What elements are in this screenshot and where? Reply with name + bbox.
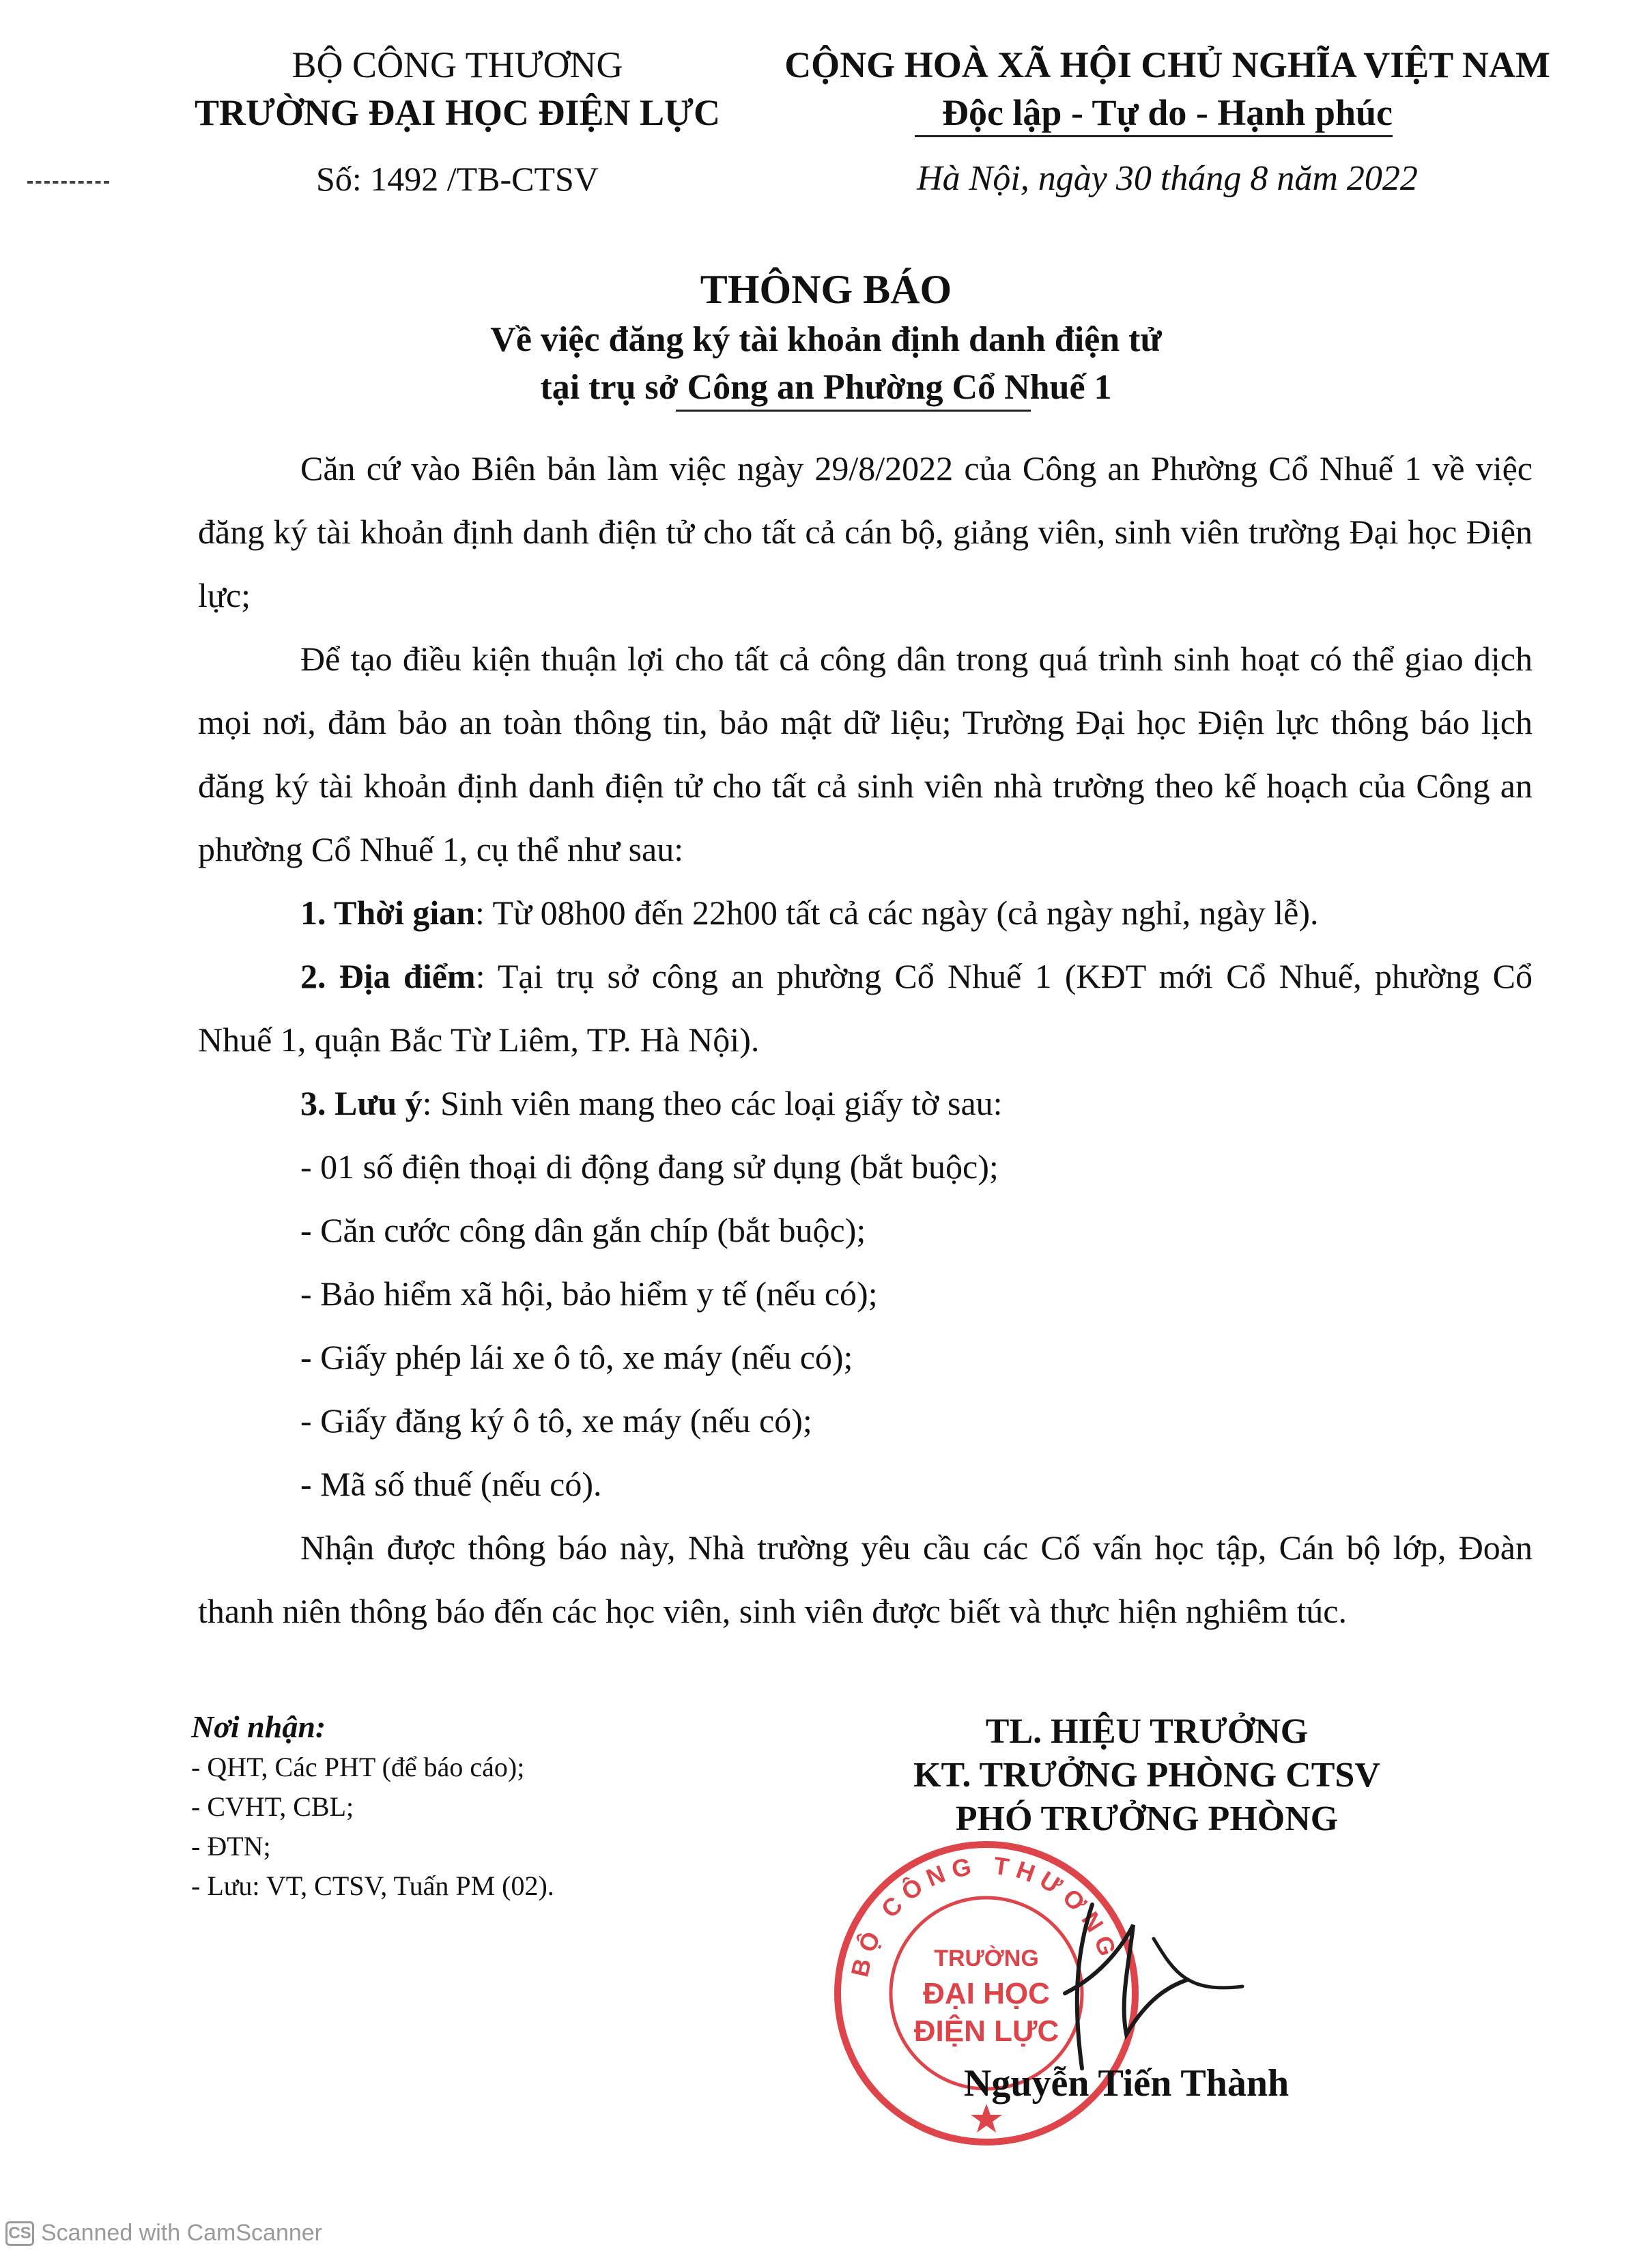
scanner-text: Scanned with CamScanner bbox=[41, 2220, 323, 2246]
paragraph-purpose: Để tạo điều kiện thuận lợi cho tất cả công dân trong quá trình sinh hoạt có thể giao dịch mọi nơi, đảm bảo an toàn thông tin, bảo mật dữ liệu; Trường Đại học Điện lực thông báo lịch đăng ký tài khoản định danh điện tử cho tất cả sinh viên nhà trường theo kế hoạch của Công an phường Cổ Nhuế 1, cụ thể như sau: bbox=[198, 640, 1533, 868]
seal-line-2: ĐẠI HỌC bbox=[923, 1977, 1050, 2010]
motto-underline bbox=[915, 135, 1393, 137]
list-item: - Căn cước công dân gắn chíp (bắt buộc); bbox=[300, 1211, 866, 1249]
notice-title-block bbox=[0, 263, 1652, 412]
item-note bbox=[198, 1072, 1533, 1135]
note-label: 3. Lưu ý bbox=[300, 1084, 423, 1122]
nation-block bbox=[758, 41, 1577, 206]
list-item: - Giấy phép lái xe ô tô, xe máy (nếu có); bbox=[300, 1338, 853, 1376]
list-item: - Mã số thuế (nếu có). bbox=[300, 1465, 602, 1503]
required-documents-list bbox=[198, 1135, 1533, 1516]
notice-subject-line-2: tại trụ sở Công an Phường Cổ Nhuế 1 bbox=[540, 368, 1112, 407]
national-motto: Độc lập - Tự do - Hạnh phúc bbox=[941, 92, 1393, 133]
recipients-title: Nơi nhận: bbox=[191, 1709, 326, 1744]
time-label: 1. Thời gian bbox=[300, 894, 476, 932]
signature-block bbox=[819, 1710, 1475, 1841]
signatory-line-1: TL. HIỆU TRƯỞNG bbox=[985, 1712, 1309, 1751]
list-item: - Giấy đăng ký ô tô, xe máy (nếu có); bbox=[300, 1401, 812, 1440]
signer-name: Nguyễn Tiến Thành bbox=[963, 2062, 1290, 2105]
left-dash-divider bbox=[27, 181, 109, 184]
issuer-block bbox=[164, 41, 751, 206]
recipient-item: - QHT, Các PHT (để báo cáo); bbox=[191, 1752, 525, 1782]
notice-body bbox=[198, 437, 1533, 1643]
scanner-watermark bbox=[5, 2220, 322, 2247]
signatory-line-2: KT. TRƯỞNG PHÒNG CTSV bbox=[913, 1756, 1380, 1795]
item-place bbox=[198, 945, 1533, 1072]
paragraph-closing: Nhận được thông báo này, Nhà trường yêu cầu các Cố vấn học tập, Cán bộ lớp, Đoàn thanh niên thông báo đến các học viên, sinh viên được biết và thực hiện nghiêm túc. bbox=[198, 1528, 1533, 1630]
school-name: TRƯỜNG ĐẠI HỌC ĐIỆN LỰC bbox=[194, 92, 721, 133]
camscanner-logo-icon: CS bbox=[5, 2221, 34, 2246]
signatory-line-3: PHÓ TRƯỞNG PHÒNG bbox=[955, 1799, 1339, 1838]
seal-line-1: TRƯỜNG bbox=[934, 1945, 1039, 1971]
paragraph-basis: Căn cứ vào Biên bản làm việc ngày 29/8/2022 của Công an Phường Cổ Nhuế 1 về việc đăng ký tài khoản định danh điện tử cho tất cả cán bộ, giảng viên, sinh viên trường Đại học Điện lực; bbox=[198, 449, 1533, 614]
title-underline bbox=[676, 410, 1031, 412]
place-label: 2. Địa điểm bbox=[300, 957, 476, 995]
recipient-item: - Lưu: VT, CTSV, Tuấn PM (02). bbox=[191, 1870, 554, 1901]
list-item: - Bảo hiểm xã hội, bảo hiểm y tế (nếu có); bbox=[300, 1274, 878, 1313]
document-number: Số: 1492 /TB-CTSV bbox=[316, 160, 599, 198]
notice-subject-line-1: Về việc đăng ký tài khoản định danh điện tử bbox=[490, 320, 1162, 359]
note-text: : Sinh viên mang theo các loại giấy tờ sau: bbox=[422, 1084, 1003, 1122]
ministry-name: BỘ CÔNG THƯƠNG bbox=[291, 44, 623, 85]
seal-ring-text: BỘ CÔNG THƯƠNG bbox=[845, 1851, 1124, 1980]
list-item: - 01 số điện thoại di động đang sử dụng (bắt buộc); bbox=[300, 1148, 999, 1186]
recipient-item: - CVHT, CBL; bbox=[191, 1791, 354, 1822]
place-text: : Tại trụ sở công an phường Cổ Nhuế 1 (KĐT mới Cổ Nhuế, phường Cổ Nhuế 1, quận Bắc Từ Liêm, TP. Hà Nội). bbox=[198, 957, 1533, 1059]
recipient-item: - ĐTN; bbox=[191, 1831, 271, 1862]
nation-title: CỘNG HOÀ XÃ HỘI CHỦ NGHĨA VIỆT NAM bbox=[784, 44, 1550, 85]
place-date: Hà Nội, ngày 30 tháng 8 năm 2022 bbox=[917, 159, 1418, 198]
seal-line-3: ĐIỆN LỰC bbox=[913, 2014, 1059, 2048]
notice-title: THÔNG BÁO bbox=[700, 267, 952, 312]
handwritten-signature bbox=[1051, 1898, 1256, 2075]
item-time bbox=[198, 881, 1533, 945]
recipients-block bbox=[191, 1707, 554, 1906]
time-text: : Từ 08h00 đến 22h00 tất cả các ngày (cả ngày nghỉ, ngày lễ). bbox=[475, 894, 1319, 932]
